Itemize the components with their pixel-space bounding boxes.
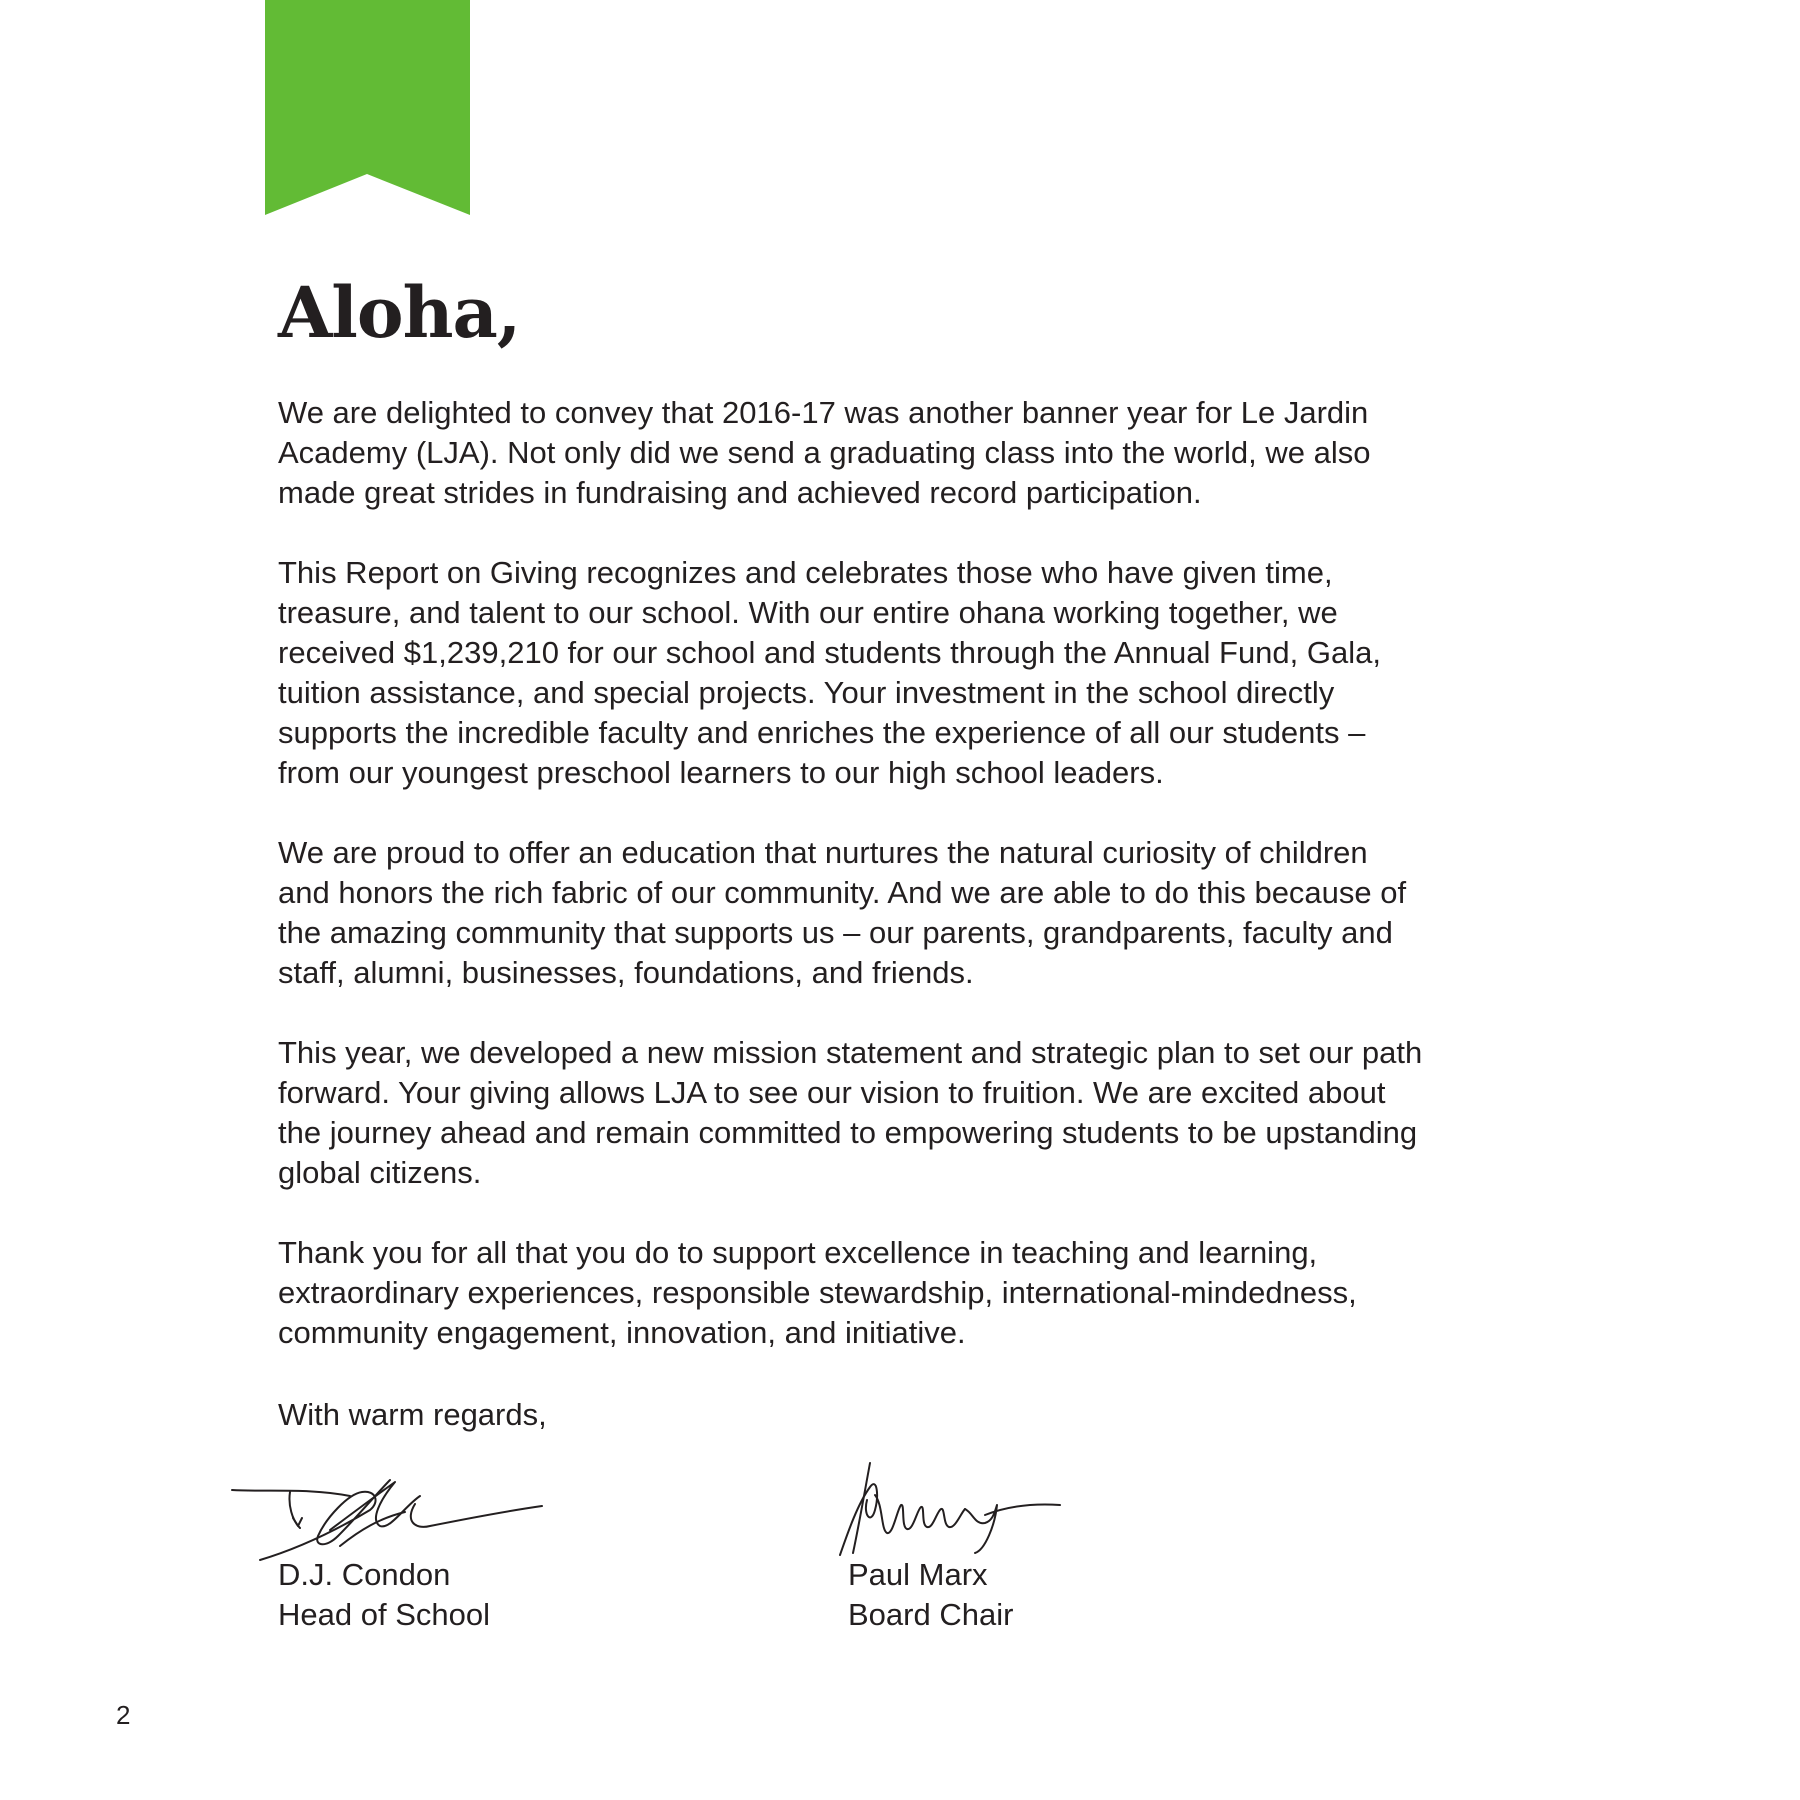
text-line: the journey ahead and remain committed to empowering students to be upstanding — [278, 1115, 1418, 1150]
text-line: and honors the rich fabric of our community. And we are able to do this because of — [278, 875, 1407, 910]
text-line: from our youngest preschool learners to our high school leaders. — [278, 755, 1164, 790]
text-line: made great strides in fundraising and achieved record participation. — [278, 475, 1202, 510]
text-line: forward. Your giving allows LJA to see our vision to fruition. We are excited about — [278, 1075, 1386, 1110]
ribbon-bookmark — [265, 0, 470, 215]
text-line: received $1,239,210 for our school and students through the Annual Fund, Gala, — [278, 635, 1381, 670]
text-line: Thank you for all that you do to support excellence in teaching and learning, — [278, 1235, 1318, 1270]
text-line: treasure, and talent to our school. With our entire ohana working together, we — [278, 595, 1338, 630]
signer-title: Head of School — [278, 1597, 490, 1632]
greeting-heading: Aloha, — [278, 271, 521, 354]
paragraph — [278, 1033, 1618, 1193]
text-line: This year, we developed a new mission statement and strategic plan to set our path — [278, 1035, 1423, 1070]
text-line: tuition assistance, and special projects. Your investment in the school directly — [278, 675, 1335, 710]
signer-paul-marx — [848, 1555, 1013, 1635]
signer-title: Board Chair — [848, 1597, 1014, 1632]
text-line: extraordinary experiences, responsible stewardship, international-mindedness, — [278, 1275, 1357, 1310]
text-line: This Report on Giving recognizes and celebrates those who have given time, — [278, 555, 1333, 590]
text-line: We are delighted to convey that 2016-17 was another banner year for Le Jardin — [278, 395, 1369, 430]
closing-line: With warm regards, — [278, 1397, 547, 1432]
signer-name: D.J. Condon — [278, 1557, 451, 1592]
paragraph — [278, 833, 1618, 993]
text-line: staff, alumni, businesses, foundations, and friends. — [278, 955, 974, 990]
page-number: 2 — [116, 1700, 131, 1730]
paragraph — [278, 1233, 1618, 1353]
text-line: community engagement, innovation, and initiative. — [278, 1315, 966, 1350]
signer-dj-condon — [278, 1555, 490, 1635]
text-line: the amazing community that supports us – our parents, grandparents, faculty and — [278, 915, 1393, 950]
signature-dj-condon — [230, 1460, 550, 1570]
signer-name: Paul Marx — [848, 1557, 988, 1592]
text-line: global citizens. — [278, 1155, 482, 1190]
paragraph — [278, 393, 1618, 513]
signature-paul-marx — [835, 1455, 1075, 1560]
text-line: We are proud to offer an education that nurtures the natural curiosity of children — [278, 835, 1368, 870]
paragraph — [278, 553, 1618, 793]
text-line: supports the incredible faculty and enriches the experience of all our students – — [278, 715, 1366, 750]
letter-body — [278, 393, 1618, 1393]
text-line: Academy (LJA). Not only did we send a graduating class into the world, we also — [278, 435, 1371, 470]
